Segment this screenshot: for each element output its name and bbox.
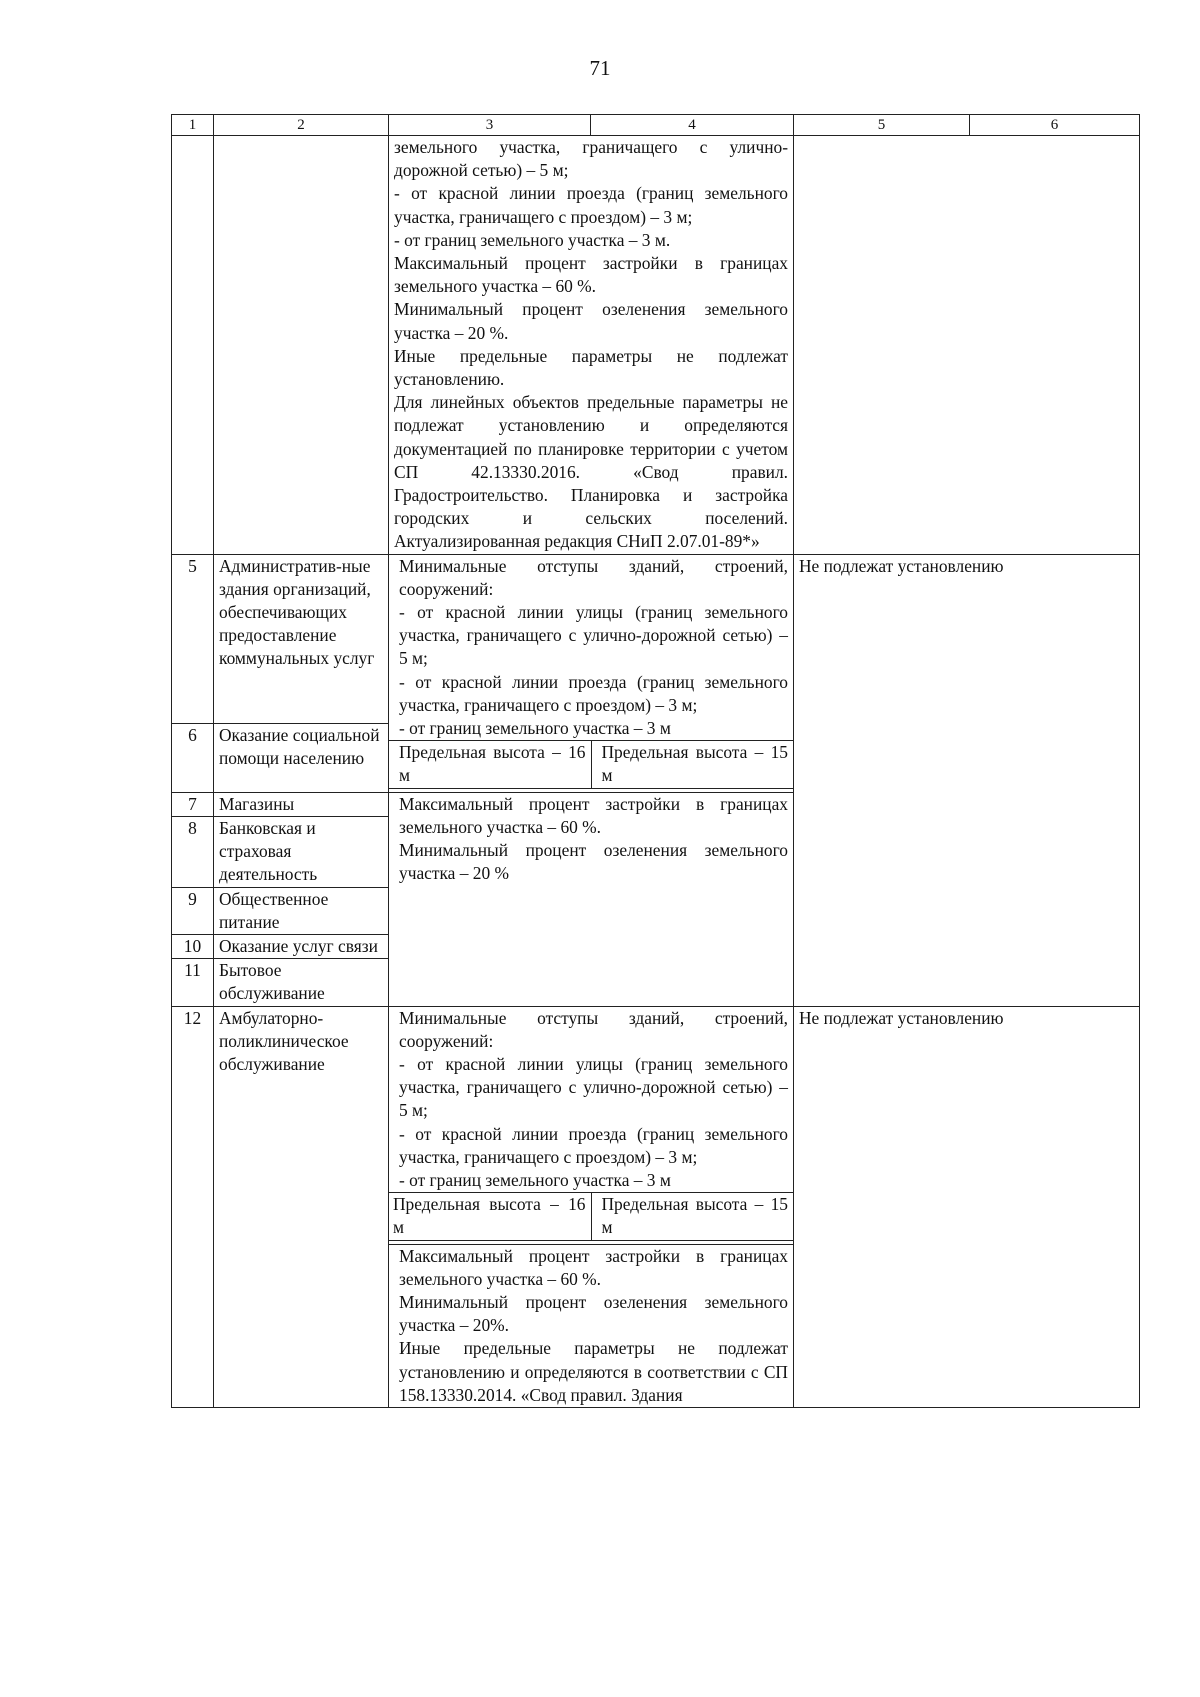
text-paragraph: Минимальный процент озеленения земельного участка – 20 %. bbox=[394, 299, 788, 343]
use-name: Бытовое обслуживание bbox=[214, 959, 389, 1006]
text-paragraph: Иные предельные параметры не подлежат установлению и определяются в соответствии с СП 158.13330.2014. «Свод правил. Здания bbox=[399, 1338, 788, 1405]
table-row bbox=[172, 1006, 1140, 1407]
use-name: Оказание услуг связи bbox=[214, 934, 389, 958]
row-number: 12 bbox=[172, 1006, 214, 1407]
text-paragraph: Минимальный процент озеленения земельного участка – 20%. bbox=[399, 1291, 788, 1336]
row-number: 7 bbox=[172, 792, 214, 816]
column-number: 2 bbox=[214, 115, 389, 136]
row-number: 11 bbox=[172, 959, 214, 1006]
text-paragraph: Максимальный процент застройки в границах земельного участка – 60 %. bbox=[399, 793, 788, 837]
row-number: 6 bbox=[172, 724, 214, 793]
column-number: 5 bbox=[794, 115, 970, 136]
text-paragraph: земельного участка, граничащего с улично-дорожной сетью) – 5 м; bbox=[394, 137, 788, 181]
row-number: 5 bbox=[172, 554, 214, 723]
column-number: 3 bbox=[389, 115, 591, 136]
other-params-cell: Не подлежат установлению bbox=[794, 554, 1140, 1006]
text-paragraph: - от красной линии проезда (границ земельного участка, граничащего с проездом) – 3 м; bbox=[394, 183, 788, 227]
text-paragraph: Иные предельные параметры не подлежат установлению. bbox=[394, 345, 788, 390]
text-paragraph: - от границ земельного участка – 3 м. bbox=[394, 229, 671, 250]
text-paragraph: - от границ земельного участка – 3 м bbox=[399, 1169, 671, 1190]
text-paragraph: Минимальные отступы зданий, строений, сооружений: bbox=[399, 555, 788, 599]
max-height-left: Предельная высота – 16 м bbox=[389, 741, 591, 788]
column-number: 4 bbox=[591, 115, 794, 136]
page-number: 71 bbox=[589, 56, 611, 80]
row-number: 10 bbox=[172, 934, 214, 958]
regulations-table bbox=[171, 114, 1140, 1408]
table-row bbox=[172, 554, 1140, 723]
max-height-right: Предельная высота – 15 м bbox=[591, 741, 793, 788]
column-number: 1 bbox=[172, 115, 214, 136]
max-height-left: Предельная высота – 16 м bbox=[389, 1193, 591, 1240]
text-paragraph: - от красной линии улицы (границ земельного участка, граничащего с улично-дорожной сетью) – 5 м; bbox=[399, 1053, 788, 1121]
text-paragraph: - от красной линии проезда (границ земельного участка, граничащего с проездом) – 3 м; bbox=[399, 1123, 788, 1167]
column-number: 6 bbox=[970, 115, 1140, 136]
column-number-row bbox=[172, 115, 1140, 136]
text-paragraph: - от красной линии улицы (границ земельного участка, граничащего с улично-дорожной сетью) – 5 м; bbox=[399, 602, 788, 669]
parameters-cell bbox=[389, 1006, 794, 1407]
other-params-cell: Не подлежат установлению bbox=[794, 1006, 1140, 1407]
height-subtable bbox=[389, 1192, 793, 1240]
parameters-cell bbox=[389, 554, 794, 792]
text-paragraph: - от красной линии проезда (границ земельного участка, граничащего с проездом) – 3 м; bbox=[399, 671, 788, 715]
use-name: Магазины bbox=[214, 792, 389, 816]
text-paragraph: Для линейных объектов предельные параметры не подлежат установлению и определяются документацией по планировке территории с учетом СП 42.13330.2016. «Свод правил. Градостроительство. Планировка и застройка городских и сельских поселений. Актуализированная редакция СНиП 2.07.01-89*» bbox=[394, 392, 788, 552]
max-height-right: Предельная высота – 15 м bbox=[591, 1193, 793, 1240]
text-paragraph: Минимальные отступы зданий, строений, сооружений: bbox=[399, 1007, 788, 1051]
parameters-cell bbox=[389, 792, 794, 1006]
use-name: Банковская и страховая деятельность bbox=[214, 816, 389, 887]
use-name: Административ-ные здания организаций, обеспечивающих предоставление коммунальных услуг bbox=[214, 554, 389, 723]
use-name: Оказание социальной помощи населению bbox=[214, 724, 389, 793]
text-paragraph: Минимальный процент озеленения земельного участка – 20 % bbox=[399, 840, 788, 884]
text-paragraph: - от границ земельного участка – 3 м bbox=[399, 718, 671, 739]
continuation-row bbox=[172, 136, 1140, 555]
row-number: 8 bbox=[172, 816, 214, 887]
text-paragraph: Максимальный процент застройки в границах земельного участка – 60 %. bbox=[399, 1245, 788, 1289]
height-subtable bbox=[389, 740, 793, 788]
use-name: Общественное питание bbox=[214, 887, 389, 934]
text-paragraph: Максимальный процент застройки в границах земельного участка – 60 %. bbox=[394, 253, 788, 297]
use-name: Амбулаторно-поликлиническое обслуживание bbox=[214, 1006, 389, 1407]
row-number: 9 bbox=[172, 887, 214, 934]
continuation-cell bbox=[389, 136, 794, 555]
